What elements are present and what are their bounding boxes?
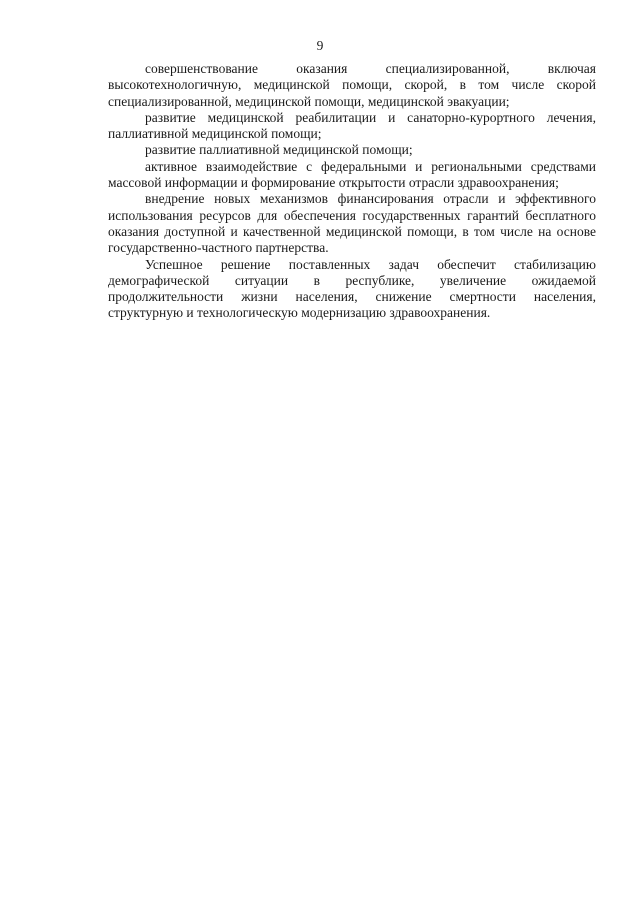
paragraph-specialized-care: совершенствование оказания специализированной, включая высокотехнологичную, медицинской помощи, скорой, в том числе скорой специализированной, медицинской помощи, медицинской эвакуации; (108, 61, 596, 109)
paragraph-financing-mechanisms: внедрение новых механизмов финансирования отрасли и эффективного использования ресурсов для обеспечения государственных гарантий бесплатного оказания доступной и качественной медицинской помощи, в том числе на основе государственно-частного партнерства. (108, 191, 596, 256)
page-number: 9 (316, 38, 324, 53)
paragraph-conclusion: Успешное решение поставленных задач обеспечит стабилизацию демографической ситуации в республике, увеличение ожидаемой продолжительности жизни населения, снижение смертности населения, структурную и технологическую модернизацию здравоохранения. (108, 256, 596, 321)
document-body (108, 61, 596, 322)
paragraph-palliative-care: развитие паллиативной медицинской помощи; (145, 142, 413, 158)
paragraph-rehabilitation: развитие медицинской реабилитации и санаторно-курортного лечения, паллиативной медицинской помощи; (108, 109, 596, 142)
paragraph-media-interaction: активное взаимодействие с федеральными и региональными средствами массовой информации и формирование открытости отрасли здравоохранения; (108, 158, 596, 191)
